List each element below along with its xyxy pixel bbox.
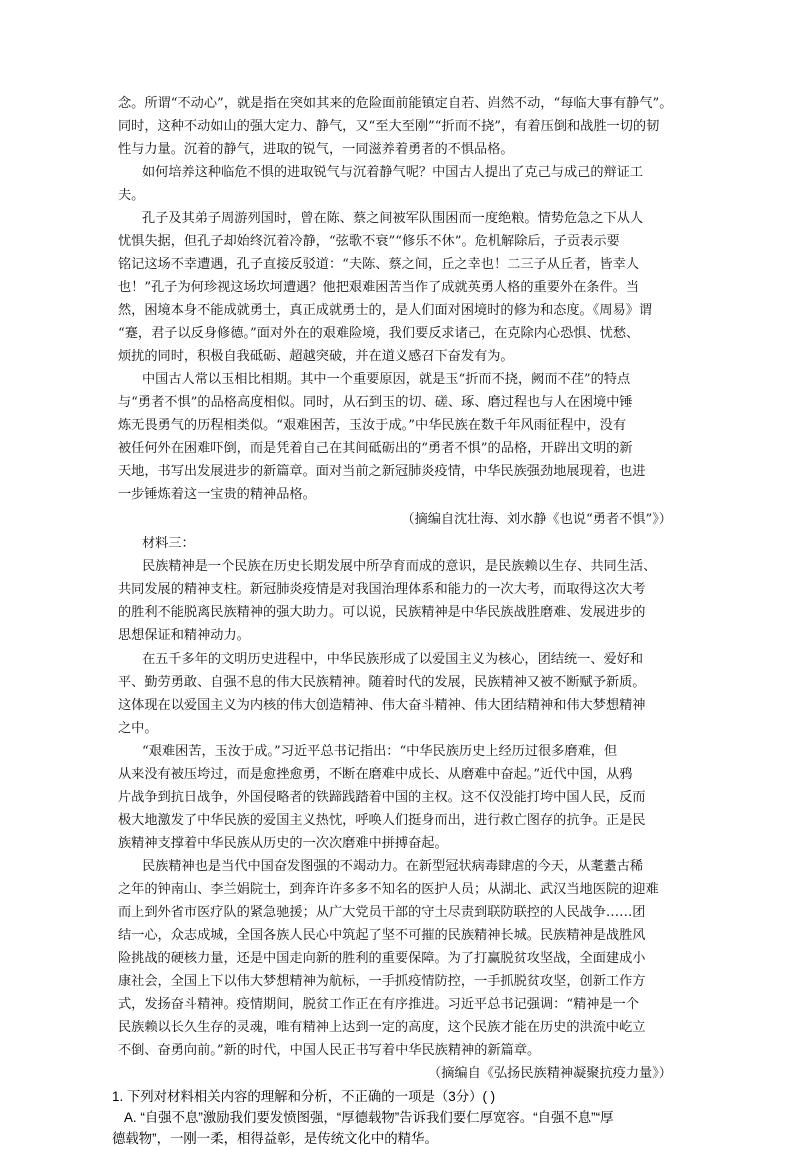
paragraph-line: 平、勤劳勇敢、自强不息的伟大民族精神。随着时代的发展，民族精神又被不断赋予新质。: [118, 675, 646, 690]
paragraph-line: 被任何外在困难吓倒，而是凭着自己在其间砥砺出的“勇者不惧”的品格，开辟出文明的新: [118, 441, 633, 456]
paragraph-line: 这体现在以爱国主义为内核的伟大创造精神、伟大奋斗精神、伟大团结精神和伟大梦想精神: [118, 698, 646, 713]
material-heading: 材料三：: [142, 536, 195, 551]
paragraph-line: 也！”孔子为何珍视这场坎坷遭遇？他把艰难困苦当作了成就英勇人格的重要外在条件。当: [118, 280, 640, 295]
paragraph-line: 结一心，众志成城，全国各族人民心中筑起了坚不可摧的民族精神长城。民族精神是战胜风: [118, 928, 646, 943]
paragraph-line: 炼无畏勇气的历程相类似。“艰难困苦，玉汝于成。”中华民族在数千年风雨征程中，没有: [118, 418, 627, 433]
paragraph-line: 一步锤炼着这一宝贵的精神品格。: [118, 487, 316, 502]
paragraph-line: 片战争到抗日战争，外国侵略者的铁蹄践踏着中国的主权。这不仅没能打垮中国人民，反而: [118, 790, 646, 805]
paragraph-line: 康社会，全国上下以伟大梦想精神为航标，一手抓疫情防控，一手抓脱贫攻坚，创新工作方: [118, 974, 646, 989]
paragraph-line: 同时，这种不动如山的强大定力、静气，又“至大至刚”“折而不挠”，有着压倒和战胜一切的韧: [118, 119, 660, 134]
paragraph-line: 不倒、奋勇向前。”新的时代，中国人民正书写着中华民族精神的新篇章。: [118, 1043, 541, 1058]
paragraph-line: 从来没有被压垮过，而是愈挫愈勇，不断在磨难中成长、从磨难中奋起。”近代中国，从鸦: [118, 767, 633, 782]
paragraph-line: 性与力量。沉着的静气，进取的锐气，一同滋养着勇者的不惧品格。: [118, 142, 514, 157]
paragraph-line: 铭记这场不幸遭遇，孔子直接反驳道：“夫陈、蔡之间，丘之幸也！二三子从丘者，皆幸人: [118, 257, 640, 272]
paragraph-line: 忧惧失据，但孔子却始终沉着冷静，“弦歌不衰”“修乐不休”。危机解除后，子贡表示要: [118, 234, 620, 249]
paragraph-line: 极大地激发了中华民族的爱国主义热忱，呼唤人们挺身而出，进行救亡图存的抗争。正是民: [118, 813, 646, 828]
paragraph-line: 之年的钟南山、李兰娟院士，到奔许许多多不知名的医护人员；从湖北、武汉当地医院的迎难: [118, 882, 659, 897]
option-a: A. “自强不息”激励我们要发愤图强，“厚德载物”告诉我们要仁厚宽容。“自强不息”“厚: [124, 1110, 614, 1125]
paragraph-line: 天地，书写出发展进步的新篇章。面对当前之新冠肺炎疫情，中华民族强劲地展现着，也进: [118, 464, 646, 479]
paragraph-line: 而上到外省市医疗队的紧急驰援；从广大党员干部的守土尽责到联防联控的人民战争……团: [118, 905, 646, 920]
paragraph-line: 在五千多年的文明历史进程中，中华民族形成了以爱国主义为核心，团结统一、爱好和: [142, 652, 644, 667]
paragraph-line: 如何培养这种临危不惧的进取锐气与沉着静气呢？中国古人提出了克己与成己的辩证工: [142, 165, 644, 180]
paragraph-line: “艰难困苦，玉汝于成。”习近平总书记指出：“中华民族历史上经历过很多磨难，但: [142, 744, 618, 759]
paragraph-line: 思想保证和精神动力。: [118, 628, 250, 643]
paragraph-line: 然，困境本身不能成就勇士，真正成就勇士的，是人们面对困境时的修为和态度。《周易》谓: [118, 303, 653, 318]
paragraph-line: 的胜利不能脱离民族精神的强大助力。可以说，民族精神是中华民族战胜磨难、发展进步的: [118, 605, 646, 620]
paragraph-line: 烦扰的同时，积极自我砥砺、超越突破，并在道义感召下奋发有为。: [118, 349, 514, 364]
paragraph-line: 夫。: [118, 188, 145, 203]
paragraph-line: 中国古人常以玉相比相期。其中一个重要原因，就是玉“折而不挠，阙而不荏”的特点: [142, 372, 631, 387]
paragraph-line: 共同发展的精神支柱。新冠肺炎疫情是对我国治理体系和能力的一次大考，而取得这次大考: [118, 582, 646, 597]
option-a-continuation: 德载物”，一刚一柔，相得益彰，是传统文化中的精华。: [112, 1131, 438, 1146]
question-stem: 1. 下列对材料相关内容的理解和分析，不正确的一项是（3分）( ): [112, 1089, 496, 1104]
source-citation: （摘编自《弘扬民族精神凝聚抗疫力量》）: [428, 1066, 672, 1081]
paragraph-line: 民族精神也是当代中国奋发图强的不竭动力。在新型冠状病毒肆虐的今天，从耄耋古稀: [142, 859, 644, 874]
paragraph-line: 念。所谓“不动心”，就是指在突如其来的危险面前能镇定自若、岿然不动，“每临大事有静气”。: [118, 96, 673, 111]
paragraph-line: 孔子及其弟子周游列国时，曾在陈、蔡之间被军队围困而一度绝粮。情势危急之下从人: [142, 211, 644, 226]
paragraph-line: 与“勇者不惧”的品格高度相似。同时，从石到玉的切、磋、琢、磨过程也与人在困境中锤: [118, 395, 633, 410]
paragraph-line: 民族精神是一个民族在历史长期发展中所孕育而成的意识，是民族赖以生存、共同生活、: [142, 559, 657, 574]
paragraph-line: “蹇，君子以反身修德。”面对外在的艰难险境，我们要反求诸己，在克除内心恐惧、忧愁、: [118, 326, 640, 341]
paragraph-line: 之中。: [118, 721, 158, 736]
paragraph-line: 式，发扬奋斗精神。疫情期间，脱贫工作正在有序推进。习近平总书记强调：“精神是一个: [118, 997, 640, 1012]
source-citation: （摘编自沈壮海、刘水静《也说“勇者不惧”》）: [401, 512, 672, 527]
paragraph-line: 族精神支撑着中华民族从历史的一次次磨难中拼搏奋起。: [118, 836, 448, 851]
paragraph-line: 险挑战的硬核力量，还是中国走向新的胜利的重要保障。为了打赢脱贫攻坚战，全面建成小: [118, 951, 646, 966]
paragraph-line: 民族赖以长久生存的灵魂，唯有精神上达到一定的高度，这个民族才能在历史的洪流中屹立: [118, 1020, 646, 1035]
